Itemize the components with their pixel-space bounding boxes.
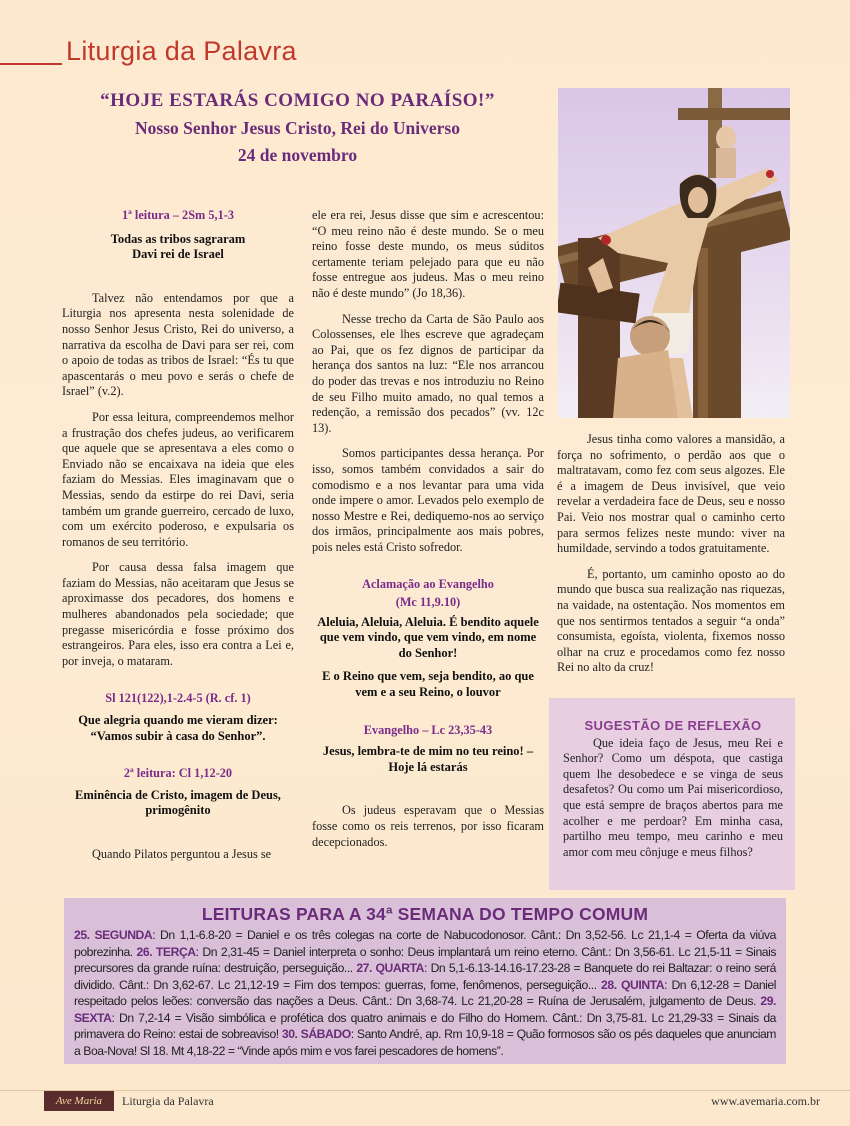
crucifixion-illustration (558, 88, 790, 418)
day-label: 28. QUINTA (601, 977, 665, 992)
acclamation-text: Aleluia, Aleluia, Aleluia. É bendito aquele que vem vindo, que vem vindo, em nome do Senhor! (317, 614, 539, 660)
reading1-subtitle: Todas as tribos sagraram Davi rei de Israel (110, 231, 246, 262)
title-feast: Nosso Senhor Jesus Cristo, Rei do Universo (135, 118, 460, 138)
day-readings: : Dn 1,1-6.8-20 = Daniel e os três colegas na corte de Nabucodonosor. Cânt.: Dn 3,52-56. Lc 21,1-4 = Oferta da viúva pobrezinha. (74, 928, 776, 959)
acclamation-text-2: E o Reino que vem, seja bendito, ao que vem e a seu Reino, o louvor (322, 669, 534, 700)
crucifixion-image (558, 88, 790, 418)
footer-section-label: Liturgia da Palavra (122, 1094, 214, 1108)
footer-url[interactable]: www.avemaria.com.br (711, 1094, 820, 1108)
reading2-heading: 2ª leitura: Cl 1,12-20 (123, 766, 233, 781)
day-label: 30. SÁBADO (281, 1027, 351, 1041)
header-rule (0, 63, 62, 65)
paragraph: Nesse trecho da Carta de São Paulo aos Colossenses, ele lhes escreve que agradeçam ao Pai, que os fez dignos de participar da herança dos santos na luz: “Ele nos arrancou do poder das trevas e nos introduziu no Reino de seu Filho muito amado, no qual temos a redenção, a remissão dos pecados” (vv. 12c 13). (312, 311, 544, 435)
paragraph: Por essa leitura, compreendemos melhor a frustração dos chefes judeus, ao verificarem que aquele que se apresentava a eles como o Enviado não se encaixava na ideia que eles faziam do Messias. Eles imaginavam que o Messias, sendo da estirpe do rei Davi, seria também um grande guerreiro, cercado de luxo, com um exército poderoso, e expulsaria os romanos de seu território. (62, 409, 294, 549)
day-label: 25. SEGUNDA (74, 928, 153, 942)
title-quote: “HOJE ESTARÁS COMIGO NO PARAÍSO!” (100, 90, 495, 111)
psalm-response: Que alegria quando me vieram dizer: “Vamos subir à casa do Senhor”. (78, 713, 278, 743)
day-label: 27. QUARTA (356, 961, 425, 975)
title-date: 24 de novembro (237, 145, 358, 165)
column-3 (557, 432, 785, 686)
paragraph: Jesus tinha como valores a mansidão, a força no sofrimento, o perdão aos que o maltratavam, como fez com seus algozes. Ele é a imagem de Deus invisível, que veio revelar a verdadeira face de Deus, seu e nosso Pai. Veio nos mostrar qual o caminho certo para sermos felizes neste mundo: viver na humildade, servindo a todos gratuitamente. (557, 432, 785, 556)
psalm-heading: Sl 121(122),1-2.4-5 (R. cf. 1) (105, 691, 251, 706)
column-2 (312, 208, 544, 860)
column-1 (62, 208, 294, 873)
weekly-readings-box (64, 898, 786, 1064)
section-title: Liturgia da Palavra (66, 36, 297, 66)
day-readings: : Dn 7,2-14 = Visão simbólica e profética dos quatro animais e do Filho do Homem. Cânt.: Dn 3,75-81. Lc 21,29-33 = Sinais da primavera do Reino: estai de sobreaviso! (74, 1010, 776, 1041)
acclamation-heading: Aclamação ao Evangelho (362, 577, 494, 592)
reflection-text: Que ideia faço de Jesus, meu Rei e Senhor? Como um déspota, que castiga quem lhe desobedece e se vinga de seus desafetos? Ou como um Pai misericordioso, que está sempre de braços abertos para me acolher e me perdoar? Em minha casa, partilho meu tempo, meu carinho e meu amor com meu cônjuge e meus filhos? (563, 735, 783, 859)
paragraph: ele era rei, Jesus disse que sim e acrescentou: “O meu reino não é deste mundo. Se o meu reino fosse deste mundo, os meus súditos certamente teriam pelejado para que eu não fosse entregue aos judeus. Mas o meu reino não é deste mundo” (Jo 18,36). (312, 208, 544, 300)
day-readings: : Dn 6,12-28 = Daniel respeitado pelos leões: conversão das nações a Deus. Cânt.: Dn 3,68-74. Lc 21,20-28 = Ruína de Jerusalém, julgamento de Deus. (74, 977, 776, 1008)
paragraph: Os judeus esperavam que o Messias fosse como os reis terrenos, por isso ficaram decepcionados. (312, 803, 544, 849)
reflection-title: SUGESTÃO DE REFLEXÃO (584, 718, 762, 733)
day-readings: : Dn 2,31-45 = Daniel interpreta o sonho: Deus implantará um reino eterno. Cânt.: Dn 3,56-61. Lc 21,5-11 = Sinais precursores da grande ruína: destruição, perseguição... (74, 944, 776, 975)
day-label: 26. TERÇA (136, 944, 196, 959)
footer-rule (0, 1090, 850, 1091)
acclamation-reference: (Mc 11,9.10) (395, 595, 461, 610)
page-title (70, 90, 525, 166)
reading2-subtitle: Eminência de Cristo, imagem de Deus, primogênito (75, 787, 281, 818)
day-readings: : Santo André, ap. Rm 10,9-18 = Quão formosos são os pés daqueles que anunciam a Boa-Nova! Sl 18. Mt 4,18-22 = “Vinde após mim e vos farei pescadores de homens”. (74, 1027, 776, 1058)
day-readings: : Dn 5,1-6.13-14.16-17.23-28 = Banquete do rei Baltazar: o reino será dividido. Cânt.: Dn 3,62-67. Lc 21,12-19 = Fim dos tempos: guerras, fome, fenômenos, perseguição... (74, 961, 776, 992)
paragraph: Somos participantes dessa herança. Por isso, somos também convidados a sair do comodismo e a nos levantar para uma vida onde impere o amor. Levados pelo exemplo de nosso Mestre e Rei, dediquemo-nos ao serviço dos irmãos, principalmente aos mais pobres, pois neles está Cristo sofredor. (312, 446, 544, 554)
paragraph: Talvez não entendamos por que a Liturgia nos apresenta nesta solenidade de nosso Senhor Jesus Cristo, Rei do universo, a narrativa da escolha de Davi para ser rei, com o apoio de todas as tribos de Israel: “És tu que apascentarás o meu povo e serás o chefe de Israel” (v.2). (62, 290, 294, 399)
gospel-heading: Evangelho – Lc 23,35-43 (363, 722, 493, 737)
weekly-readings-text (74, 927, 776, 1059)
paragraph: Quando Pilatos perguntou a Jesus se (92, 847, 272, 861)
magazine-logo: Ave Maria (44, 1091, 114, 1111)
reflection-box (549, 698, 795, 890)
paragraph: É, portanto, um caminho oposto ao do mundo que busca sua realização nas riquezas, na vaidade, na ostentação. Nos momentos em que nos sentirmos tentados a seguir “a onda” consumista, egoísta, violenta, fixemos nosso olhar na cruz e procedamos como fez nosso Rei no alto da cruz! (557, 566, 785, 675)
reading1-heading: 1ª leitura – 2Sm 5,1-3 (122, 208, 234, 222)
day-label: 29. SEXTA (74, 994, 776, 1025)
gospel-subtitle: Jesus, lembra-te de mim no teu reino! – Hoje lá estarás (322, 744, 534, 774)
paragraph: Por causa dessa falsa imagem que faziam do Messias, não aceitaram que Jesus se aproximasse dos pecadores, dos homens e mulheres abandonados pela sociedade; que pregasse misericórdia e fosse próximo dos estrangeiros. Para eles, isso era contra a Lei e, por inveja, o mataram. (62, 560, 294, 668)
weekly-readings-title: LEITURAS PARA A 34ª SEMANA DO TEMPO COMUM (201, 904, 649, 924)
